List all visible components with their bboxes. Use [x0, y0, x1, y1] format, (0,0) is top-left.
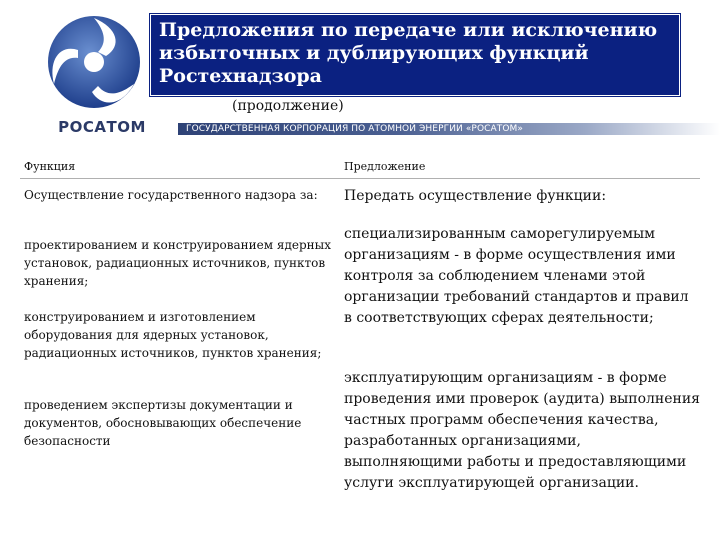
banner-text: ГОСУДАРСТВЕННАЯ КОРПОРАЦИЯ ПО АТОМНОЙ ЭНЕРГИИ «РОСАТОМ»: [186, 124, 524, 134]
function-intro: [24, 186, 342, 204]
corporate-banner: [178, 123, 720, 135]
function-item: [24, 308, 342, 362]
rosatom-logo: [28, 10, 168, 138]
function-item: [24, 396, 342, 450]
proposal-intro-text: Передать осуществление функции:: [344, 188, 607, 204]
function-item-text: проектированием и конструированием ядерных установок, радиационных источников, пунктов хранения;: [24, 238, 331, 288]
column-header-proposal: Предложение: [344, 160, 426, 173]
proposal-item-text: эксплуатирующим организациям - в форме проведения ими проверок (аудита) выполнения частных программ обеспечения качества, разработанных организациями, выполняющими работы и предоставляющими услуги эксплуатирующей организации.: [344, 370, 701, 491]
page-title: [159, 19, 671, 88]
title-line: избыточных и дублирующих функций: [159, 42, 589, 64]
function-item-text: проведением экспертизы документации и документов, обосновывающих обеспечение безопасности: [24, 398, 302, 448]
proposal-item: [344, 224, 700, 329]
function-item-text: конструированием и изготовлением оборудования для ядерных установок, радиационных источников, пунктов хранения;: [24, 310, 322, 360]
page-subtitle: (продолжение): [232, 98, 344, 114]
rosatom-emblem-icon: [34, 10, 154, 114]
proposal-intro: [344, 186, 700, 207]
function-item: [24, 236, 342, 290]
function-intro-text: Осуществление государственного надзора за:: [24, 188, 318, 202]
title-line: Предложения по передаче или исключению: [159, 19, 658, 41]
header-divider: [20, 178, 700, 179]
title-box: [150, 14, 680, 96]
proposal-item: [344, 368, 700, 494]
title-line: Ростехнадзора: [159, 65, 322, 87]
column-header-function: Функция: [24, 160, 76, 173]
logo-wordmark: РОСАТОМ: [58, 118, 146, 136]
proposal-item-text: специализированным саморегулируемым организациям - в форме осуществления ими контроля за соблюдением членами этой организации требований стандартов и правил в соответствующих сферах деятельности;: [344, 226, 689, 326]
